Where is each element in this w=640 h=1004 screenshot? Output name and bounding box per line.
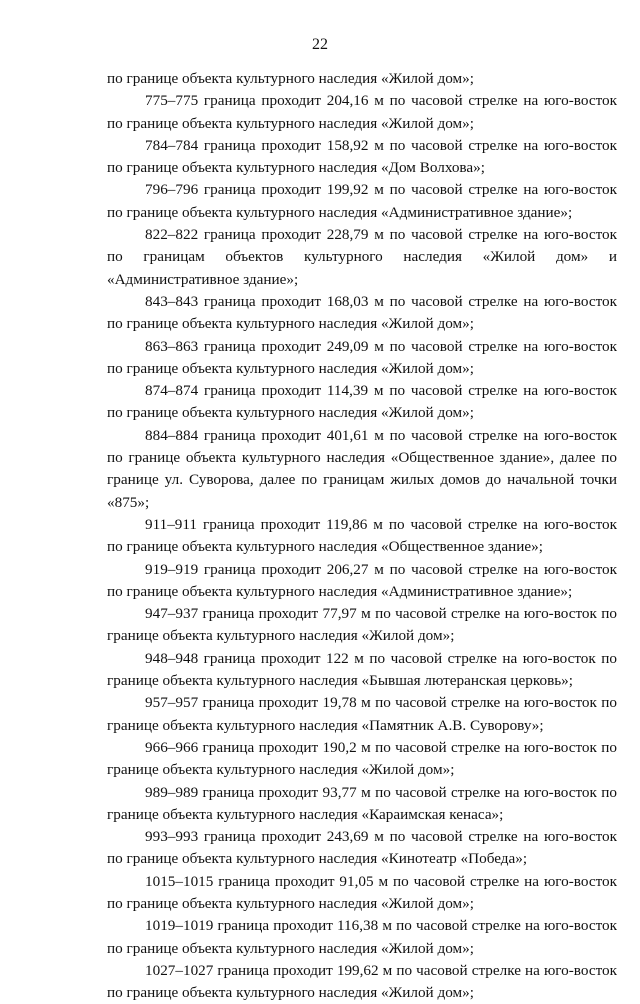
paragraph-segment-1027: 1027–1027 граница проходит 199,62 м по часовой стрелке на юго-восток по границе объекта культурного наследия «Жилой дом»; bbox=[107, 961, 617, 1002]
paragraph-segment-911: 911–911 граница проходит 119,86 м по часовой стрелке на юго-восток по границе объекта культурного наследия «Общественное здание»; bbox=[107, 515, 617, 556]
paragraph-segment-884: 884–884 граница проходит 401,61 м по часовой стрелке на юго-восток по границе объекта культурного наследия «Общественное здание», далее по границе ул. Суворова, далее по границам жилых домов до начальной точки «875»; bbox=[107, 426, 617, 511]
paragraph-segment-948: 948–948 граница проходит 122 м по часовой стрелке на юго-восток по границе объекта культурного наследия «Бывшая лютеранская церковь»; bbox=[107, 649, 617, 690]
paragraph-segment-843: 843–843 граница проходит 168,03 м по часовой стрелке на юго-восток по границе объекта культурного наследия «Жилой дом»; bbox=[107, 292, 617, 333]
paragraph-continuation: по границе объекта культурного наследия «Жилой дом»; bbox=[107, 70, 474, 87]
paragraph-segment-775: 775–775 граница проходит 204,16 м по часовой стрелке на юго-восток по границе объекта культурного наследия «Жилой дом»; bbox=[107, 92, 617, 132]
paragraph-segment-784: 784–784 граница проходит 158,92 м по часовой стрелке на юго-восток по границе объекта культурного наследия «Дом Волхова»; bbox=[107, 136, 617, 177]
paragraph-segment-796: 796–796 граница проходит 199,92 м по часовой стрелке на юго-восток по границе объекта культурного наследия «Административное здание»; bbox=[107, 181, 617, 221]
paragraph-segment-863: 863–863 граница проходит 249,09 м по часовой стрелке на юго-восток по границе объекта культурного наследия «Жилой дом»; bbox=[107, 337, 617, 377]
paragraph-segment-966: 966–966 граница проходит 190,2 м по часовой стрелке на юго-восток по границе объекта культурного наследия «Жилой дом»; bbox=[107, 738, 617, 779]
paragraph-segment-993: 993–993 граница проходит 243,69 м по часовой стрелке на юго-восток по границе объекта культурного наследия «Кинотеатр «Победа»; bbox=[107, 828, 617, 868]
document-body bbox=[107, 68, 617, 1004]
paragraph-segment-919: 919–919 граница проходит 206,27 м по часовой стрелке на юго-восток по границе объекта культурного наследия «Административное здание»; bbox=[107, 560, 617, 600]
paragraph-segment-1015: 1015–1015 граница проходит 91,05 м по часовой стрелке на юго-восток по границе объекта культурного наследия «Жилой дом»; bbox=[107, 872, 617, 912]
paragraph-segment-874: 874–874 граница проходит 114,39 м по часовой стрелке на юго-восток по границе объекта культурного наследия «Жилой дом»; bbox=[107, 382, 617, 422]
paragraph-segment-1019: 1019–1019 граница проходит 116,38 м по часовой стрелке на юго-восток по границе объекта культурного наследия «Жилой дом»; bbox=[107, 917, 617, 957]
paragraph-segment-822: 822–822 граница проходит 228,79 м по часовой стрелке на юго-восток по границам объектов культурного наследия «Жилой дом» и «Административное здание»; bbox=[107, 226, 617, 288]
paragraph-segment-947: 947–937 граница проходит 77,97 м по часовой стрелке на юго-восток по границе объекта культурного наследия «Жилой дом»; bbox=[107, 605, 617, 645]
page-number: 22 bbox=[312, 36, 328, 53]
paragraph-segment-957: 957–957 граница проходит 19,78 м по часовой стрелке на юго-восток по границе объекта культурного наследия «Памятник А.В. Суворову»; bbox=[107, 694, 617, 734]
paragraph-segment-989: 989–989 граница проходит 93,77 м по часовой стрелке на юго-восток по границе объекта культурного наследия «Караимская кенаса»; bbox=[107, 783, 617, 823]
